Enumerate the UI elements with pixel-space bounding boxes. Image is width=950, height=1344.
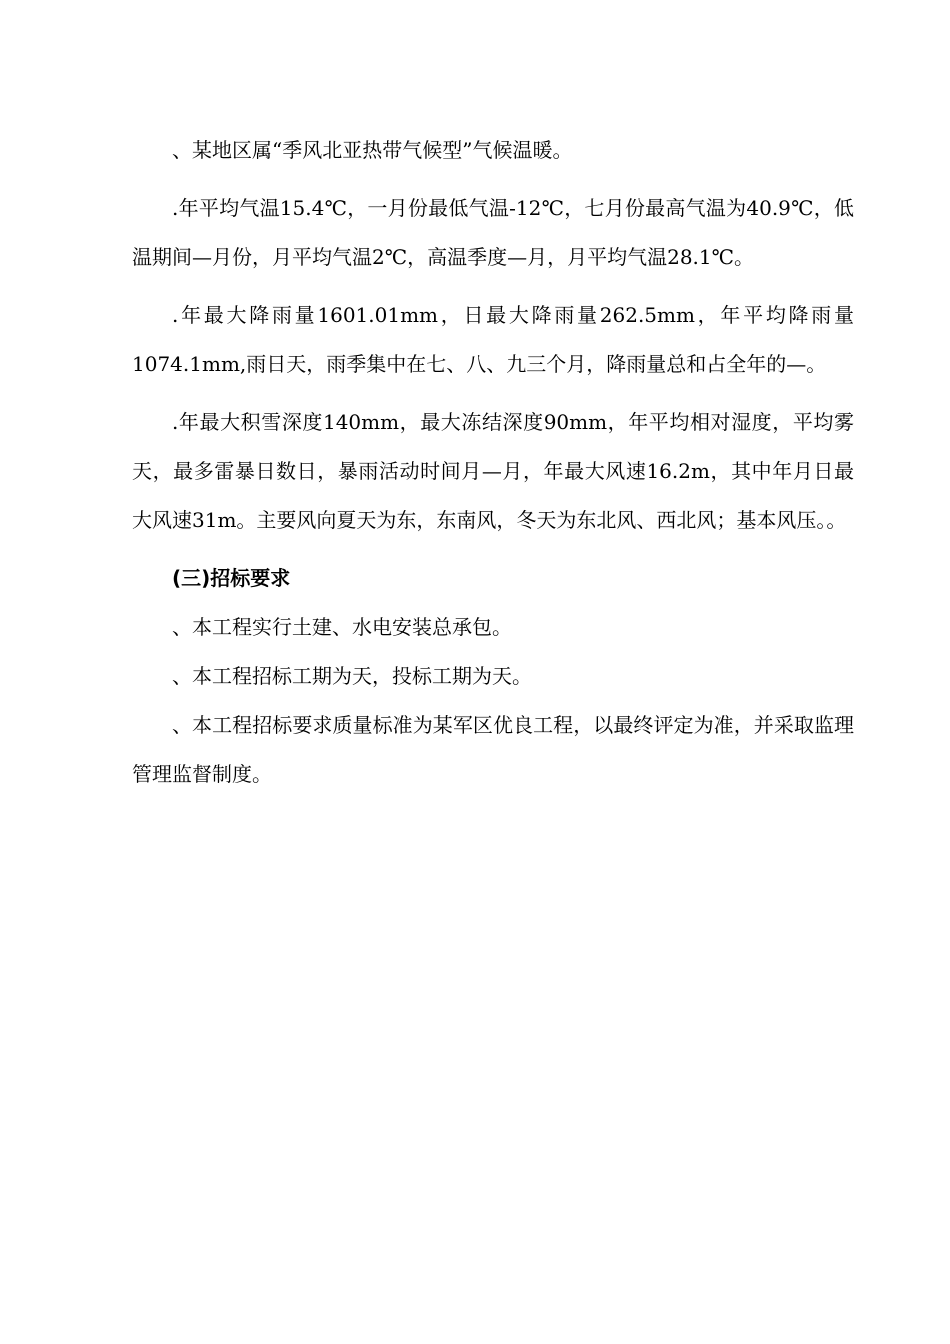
requirement-duration-paragraph: 、本工程招标工期为天，投标工期为天。 xyxy=(172,664,532,688)
temperature-paragraph: .年平均气温15.4℃，一月份最低气温-12℃，七月份最高气温为40.9℃，低温期间—月份，月平均气温2℃，高温季度—月，月平均气温28.1℃。 xyxy=(132,196,854,269)
snow-wind-paragraph: .年最大积雪深度140mm，最大冻结深度90mm，年平均相对湿度，平均雾天，最多雷暴日数日，暴雨活动时间月—月，年最大风速16.2m，其中年月日最大风速31m。主要风向夏天为东，东南风，冬天为东北风、西北风；基本风压。。 xyxy=(132,410,854,532)
requirement-quality-paragraph: 、本工程招标要求质量标准为某军区优良工程，以最终评定为准，并采取监理管理监督制度。 xyxy=(132,713,854,786)
requirement-contract-paragraph: 、本工程实行土建、水电安装总承包。 xyxy=(172,615,512,639)
climate-type-paragraph: 、某地区属“季风北亚热带气候型”气候温暖。 xyxy=(172,138,573,162)
rainfall-paragraph: .年最大降雨量1601.01mm，日最大降雨量262.5mm，年平均降雨量1074.1mm,雨日天，雨季集中在七、八、九三个月，降雨量总和占全年的—。 xyxy=(132,303,854,376)
section-heading: (三)招标要求 xyxy=(172,566,291,590)
document-body xyxy=(132,126,854,808)
